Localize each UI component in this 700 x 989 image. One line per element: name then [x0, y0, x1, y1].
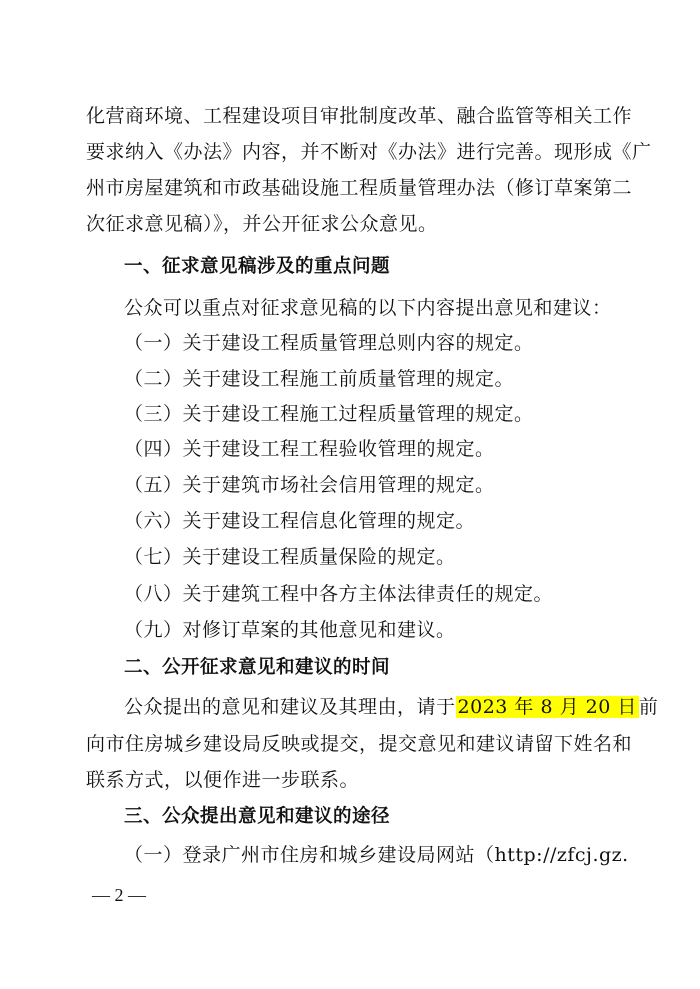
list-item: （一）登录广州市住房和城乡建设局网站（http://zfcj.gz.: [124, 844, 629, 866]
list-item: （八）关于建筑工程中各方主体法律责任的规定。: [124, 583, 554, 605]
section-heading-1: 一、征求意见稿涉及的重点问题: [124, 256, 391, 277]
list-item: （二）关于建设工程施工前质量管理的规定。: [124, 368, 515, 390]
list-item: （四）关于建设工程工程验收管理的规定。: [124, 438, 495, 460]
list-item: （六）关于建设工程信息化管理的规定。: [124, 510, 476, 532]
deadline-suffix: 前: [638, 696, 659, 718]
paragraph-line: 州市房屋建筑和市政基础设施工程质量管理办法（修订草案第二: [86, 177, 633, 199]
deadline-date-highlight: 2023 年 8 月 20 日: [457, 696, 637, 718]
list-item: （一）关于建设工程质量管理总则内容的规定。: [124, 332, 534, 354]
list-item: （九）对修订草案的其他意见和建议。: [124, 619, 456, 641]
paragraph-line: 次征求意见稿）》，并公开征求公众意见。: [86, 213, 438, 235]
paragraph-line: 向市住房城乡建设局反映或提交，提交意见和建议请留下姓名和: [86, 733, 633, 755]
list-item: （三）关于建设工程施工过程质量管理的规定。: [124, 403, 534, 425]
section-heading-3: 三、公众提出意见和建议的途径: [124, 806, 391, 827]
paragraph-line: 联系方式，以便作进一步联系。: [86, 769, 360, 791]
page-number: — 2 —: [92, 885, 146, 905]
paragraph-line: 要求纳入《办法》内容，并不断对《办法》进行完善。现形成《广: [86, 141, 652, 163]
section-intro: 公众可以重点对征求意见稿的以下内容提出意见和建议：: [124, 297, 612, 319]
deadline-prefix: 公众提出的意见和建议及其理由，请于: [124, 696, 456, 718]
section-heading-2: 二、公开征求意见和建议的时间: [124, 657, 391, 678]
list-item: （五）关于建筑市场社会信用管理的规定。: [124, 474, 495, 496]
list-item: （七）关于建设工程质量保险的规定。: [124, 546, 456, 568]
deadline-line: [124, 689, 659, 725]
paragraph-line: 化营商环境、工程建设项目审批制度改革、融合监管等相关工作: [86, 105, 633, 127]
